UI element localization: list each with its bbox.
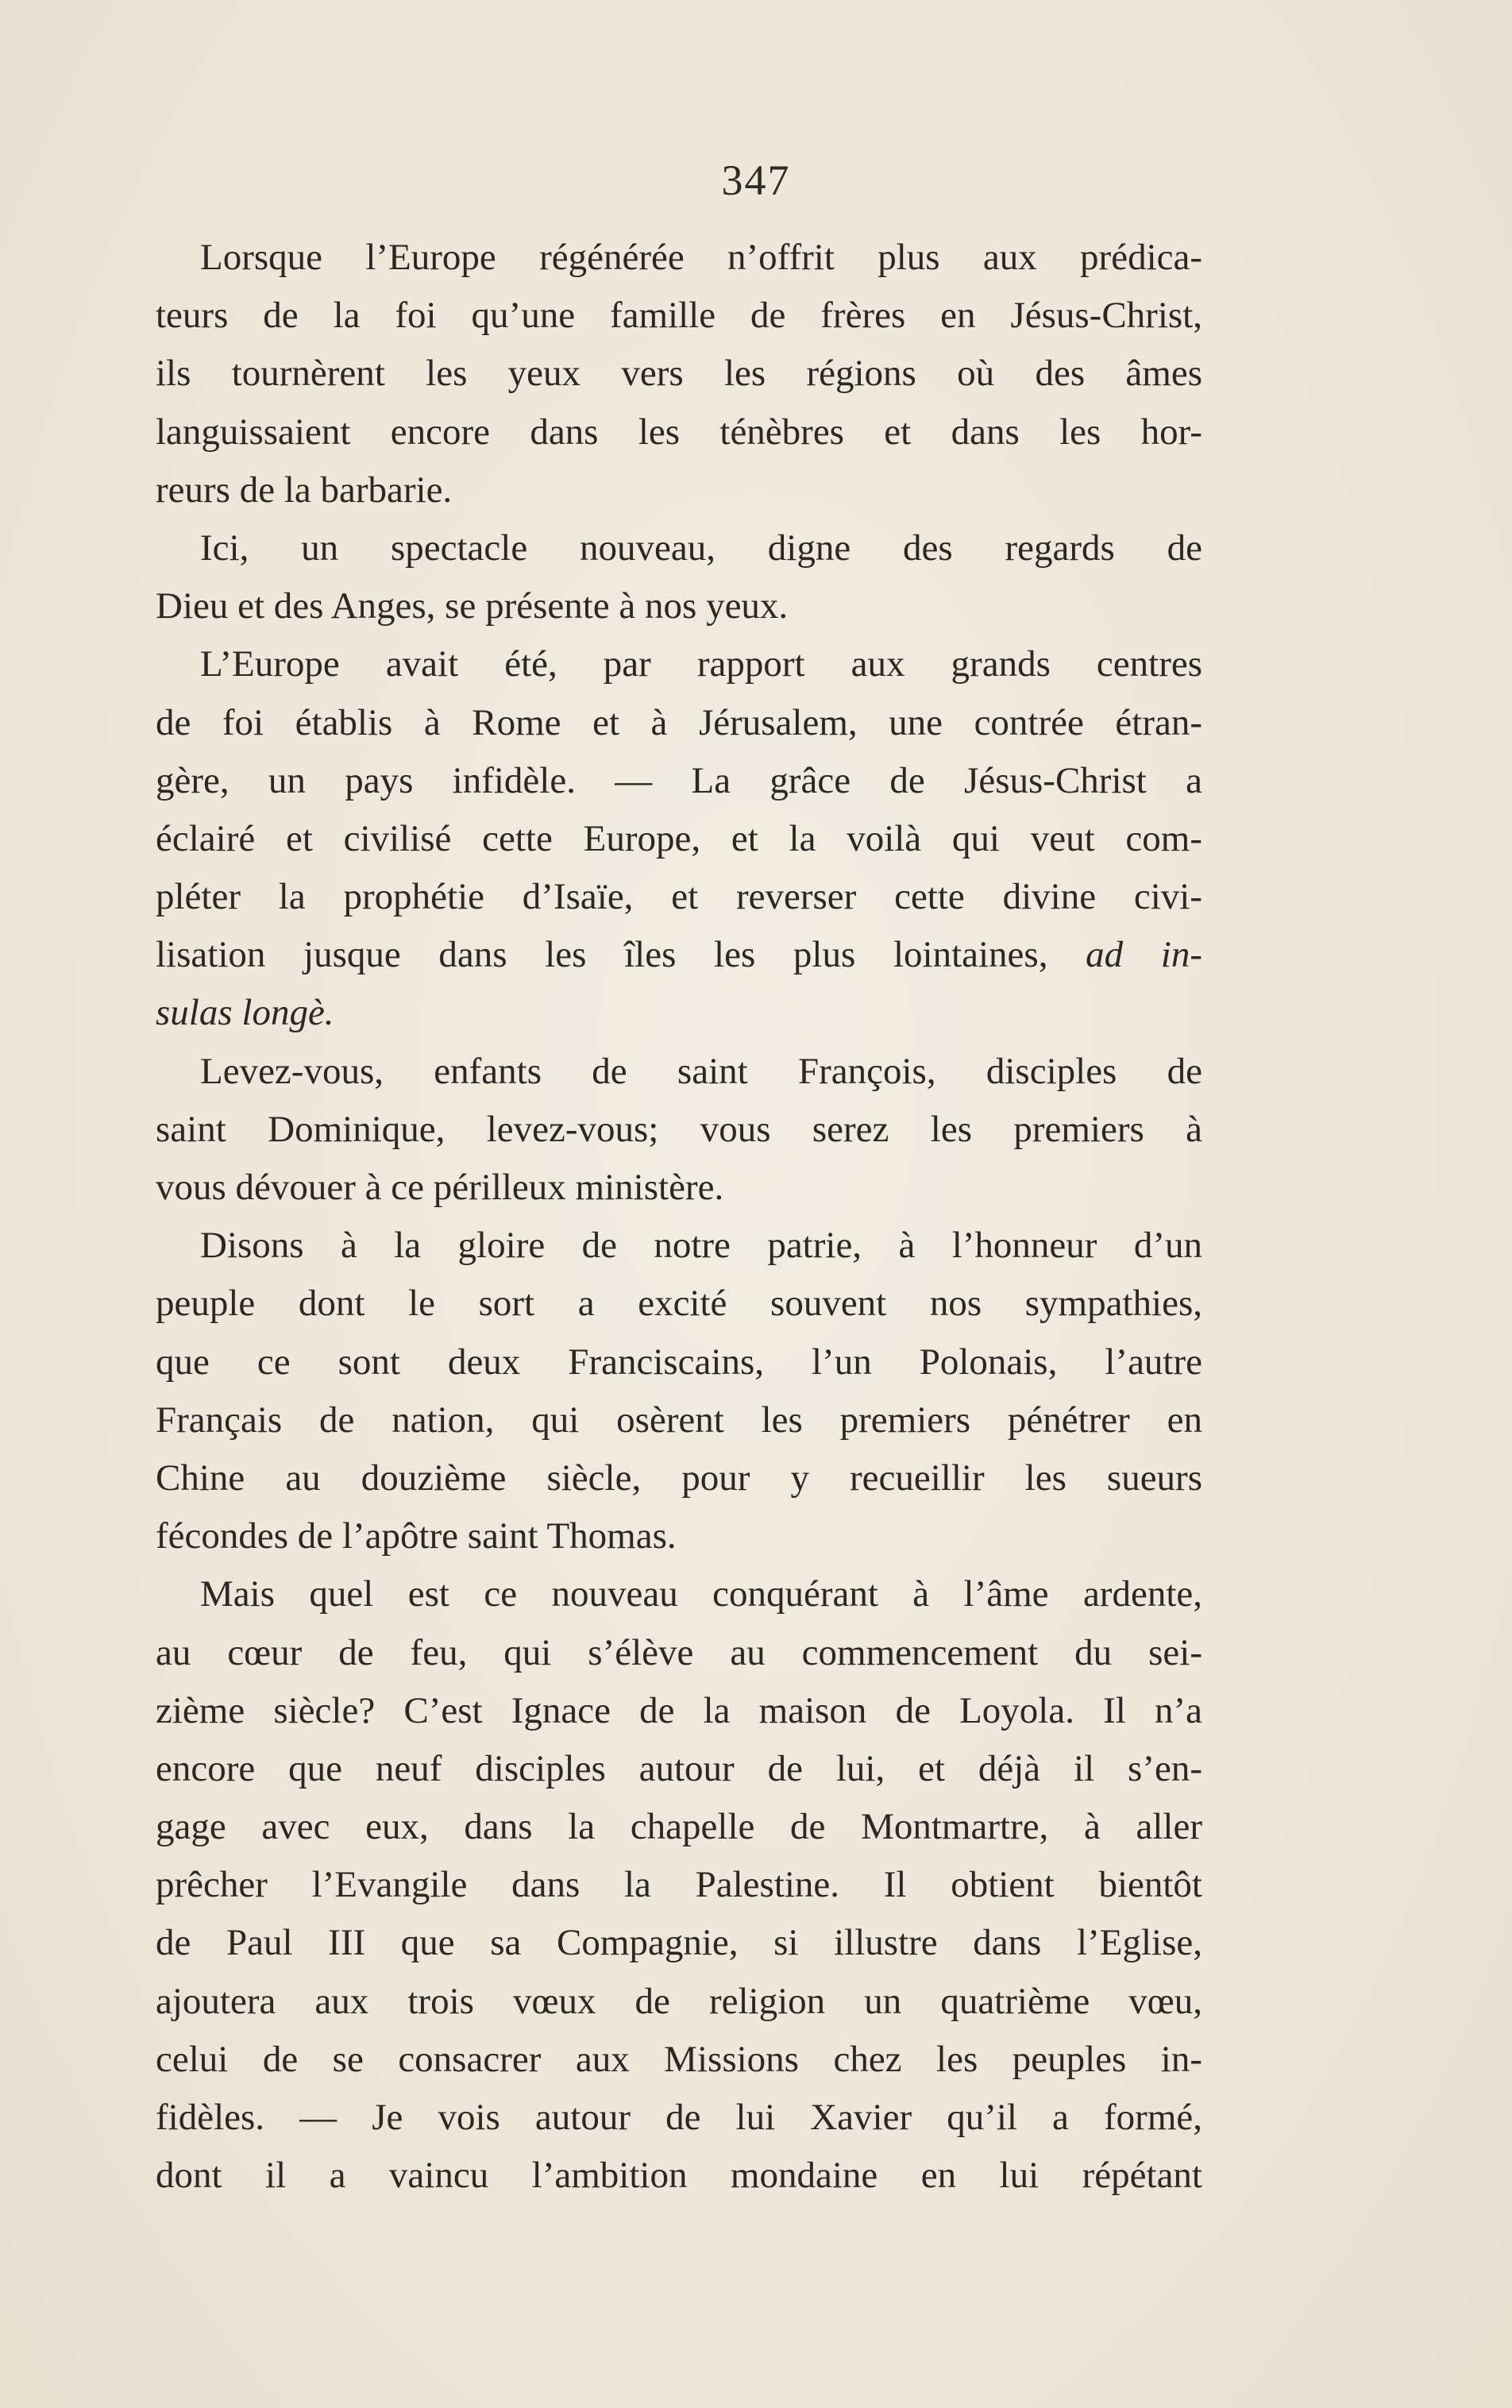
text-line: de Paul III que sa Compagnie, si illustre dans l’Eglise, bbox=[156, 1922, 1202, 1964]
text-line: ils tournèrent les yeux vers les régions où des âmes bbox=[156, 353, 1202, 395]
text-line: L’Europe avait été, par rapport aux grands centres bbox=[200, 643, 1202, 685]
text-line: encore que neuf disciples autour de lui, et déjà il s’en- bbox=[156, 1747, 1202, 1789]
text-line: ajoutera aux trois vœux de religion un quatrième vœu, bbox=[156, 1980, 1202, 2022]
text-line: zième siècle? C’est Ignace de la maison de Loyola. Il n’a bbox=[156, 1689, 1202, 1731]
text-line: Chine au douzième siècle, pour y recueillir les sueurs bbox=[156, 1457, 1202, 1499]
italic-latin-phrase-end: sulas longè. bbox=[156, 992, 334, 1034]
text-line: reurs de la barbarie. bbox=[156, 469, 453, 511]
text-line-with-italic bbox=[156, 926, 1202, 984]
page-body-text bbox=[156, 229, 1202, 2205]
text-line: Français de nation, qui osèrent les premiers pénétrer en bbox=[156, 1399, 1202, 1441]
italic-latin-phrase: ad in- bbox=[1086, 934, 1203, 976]
text-line bbox=[156, 984, 1202, 1042]
text-line: fidèles. — Je vois autour de lui Xavier qu’il a formé, bbox=[156, 2097, 1202, 2138]
text-line: saint Dominique, levez-vous; vous serez les premiers à bbox=[156, 1108, 1202, 1150]
text-line: Lorsque l’Europe régénérée n’offrit plus aux prédica- bbox=[200, 237, 1202, 278]
text-line: dont il a vaincu l’ambition mondaine en lui répétant bbox=[156, 2155, 1202, 2197]
page-number: 347 bbox=[721, 156, 791, 204]
text-line: de foi établis à Rome et à Jérusalem, une contrée étran- bbox=[156, 701, 1202, 743]
text-line: languissaient encore dans les ténèbres et dans les hor- bbox=[156, 411, 1202, 453]
text-line: Levez-vous, enfants de saint François, disciples de bbox=[200, 1050, 1202, 1092]
text-line: gère, un pays infidèle. — La grâce de Jésus-Christ a bbox=[156, 759, 1202, 801]
text-line: éclairé et civilisé cette Europe, et la voilà qui veut com- bbox=[156, 817, 1202, 859]
text-line: Ici, un spectacle nouveau, digne des regards de bbox=[200, 527, 1202, 569]
text-line: pléter la prophétie d’Isaïe, et reverser cette divine civi- bbox=[156, 876, 1202, 918]
text-line: vous dévouer à ce périlleux ministère. bbox=[156, 1167, 724, 1208]
text-line: Dieu et des Anges, se présente à nos yeux. bbox=[156, 585, 789, 627]
text-line: teurs de la foi qu’une famille de frères en Jésus-Christ, bbox=[156, 295, 1202, 337]
text-line: au cœur de feu, qui s’élève au commencement du sei- bbox=[156, 1631, 1202, 1673]
text-line: fécondes de l’apôtre saint Thomas. bbox=[156, 1515, 677, 1557]
text-line: Mais quel est ce nouveau conquérant à l’âme ardente, bbox=[200, 1573, 1202, 1615]
text-line: gage avec eux, dans la chapelle de Montmartre, à aller bbox=[156, 1806, 1202, 1848]
text-line: peuple dont le sort a excité souvent nos sympathies, bbox=[156, 1283, 1202, 1325]
text-line: prêcher l’Evangile dans la Palestine. Il obtient bientôt bbox=[156, 1864, 1202, 1906]
text-line: celui de se consacrer aux Missions chez les peuples in- bbox=[156, 2038, 1202, 2080]
text-line: que ce sont deux Franciscains, l’un Polonais, l’autre bbox=[156, 1341, 1202, 1383]
text-line: Disons à la gloire de notre patrie, à l’honneur d’un bbox=[200, 1225, 1202, 1267]
text-segment: lisation jusque dans les îles les plus lointaines, bbox=[156, 934, 1048, 976]
